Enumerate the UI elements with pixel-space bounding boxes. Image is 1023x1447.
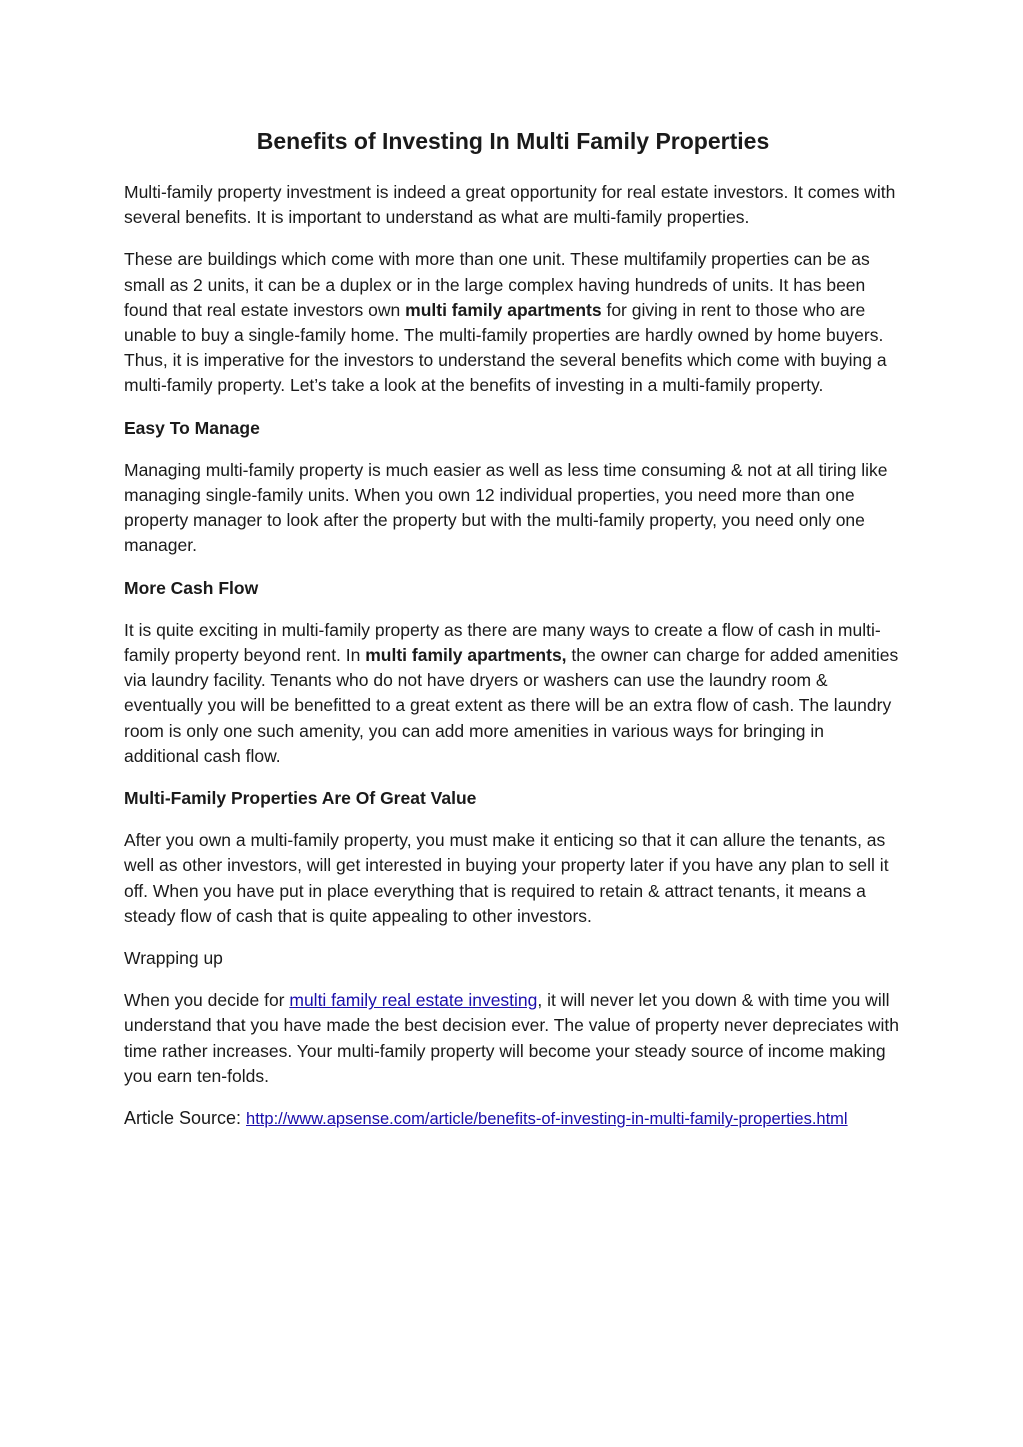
heading-great-value: Multi-Family Properties Are Of Great Value <box>124 788 477 809</box>
keyword-multi-family-apartments-2: multi family apartments, <box>365 645 567 666</box>
keyword-multi-family-apartments: multi family apartments <box>405 299 602 320</box>
link-multi-family-real-estate-investing[interactable]: multi family real estate investing <box>289 990 538 1011</box>
intro-paragraph-1 <box>124 180 902 230</box>
wrap-text-before: When you decide for <box>124 990 290 1011</box>
paragraph-more-cash-flow <box>124 618 902 769</box>
intro-text-2-after: for giving in rent to those who are unable to buy a single-family home. The multi-family properties are hardly owned by home buyers. Thus, it is imperative for the investors to understand the several benefits which come with buying a multi-family property. Let’s take a look at the benefits of investing in a multi-family property. <box>124 299 887 396</box>
article-source-link[interactable]: http://www.apsense.com/article/benefits-of-investing-in-multi-family-properties.html <box>246 1110 848 1129</box>
intro-text-2-before: These are buildings which come with more than one unit. These multifamily properties can be as small as 2 units, it can be a duplex or in the large complex having hundreds of units. It has been found that real estate investors own <box>124 249 870 320</box>
article-source-label: Article Source: <box>124 1108 247 1129</box>
document-title: Benefits of Investing In Multi Family Properties <box>256 128 770 154</box>
paragraph-easy-to-manage: Managing multi-family property is much easier as well as less time consuming & not at all tiring like managing single-family units. When you own 12 individual properties, you need more than one property manager to look after the property but with the multi-family property, you need only one manager. <box>124 459 888 556</box>
paragraph-wrapping-up <box>124 988 902 1089</box>
wrap-text-after: , it will never let you down & with time you will understand that you have made the best decision ever. The value of property never depreciates with time rather increases. Your multi-family property will become your steady source of income making you earn ten-folds. <box>124 990 900 1086</box>
cash-text-before: It is quite exciting in multi-family property as there are many ways to create a flow of cash in multi-family property beyond rent. In <box>124 619 881 666</box>
document-page <box>124 124 902 1149</box>
paragraph-great-value: After you own a multi-family property, you must make it enticing so that it can allure the tenants, as well as other investors, will get interested in buying your property later if you have any plan to sell it off. When you have put in place everything that is required to retain & attract tenants, it means a steady flow of cash that is quite appealing to other investors. <box>124 830 889 926</box>
cash-text-after: the owner can charge for added amenities via laundry facility. Tenants who do not have dryers or washers can use the laundry room & eventually you will be benefitted to a great extent as there will be an extra flow of cash. The laundry room is only one such amenity, you can add more amenities in various ways for bringing in additional cash flow. <box>124 645 899 766</box>
intro-text-1: Multi-family property investment is indeed a great opportunity for real estate investors. It comes with several benefits. It is important to understand as what are multi-family properties. <box>124 182 896 228</box>
heading-easy-to-manage: Easy To Manage <box>124 417 260 438</box>
article-source <box>124 1106 902 1132</box>
intro-paragraph-2 <box>124 247 902 398</box>
heading-more-cash-flow: More Cash Flow <box>124 577 259 598</box>
heading-wrapping-up: Wrapping up <box>124 948 223 969</box>
